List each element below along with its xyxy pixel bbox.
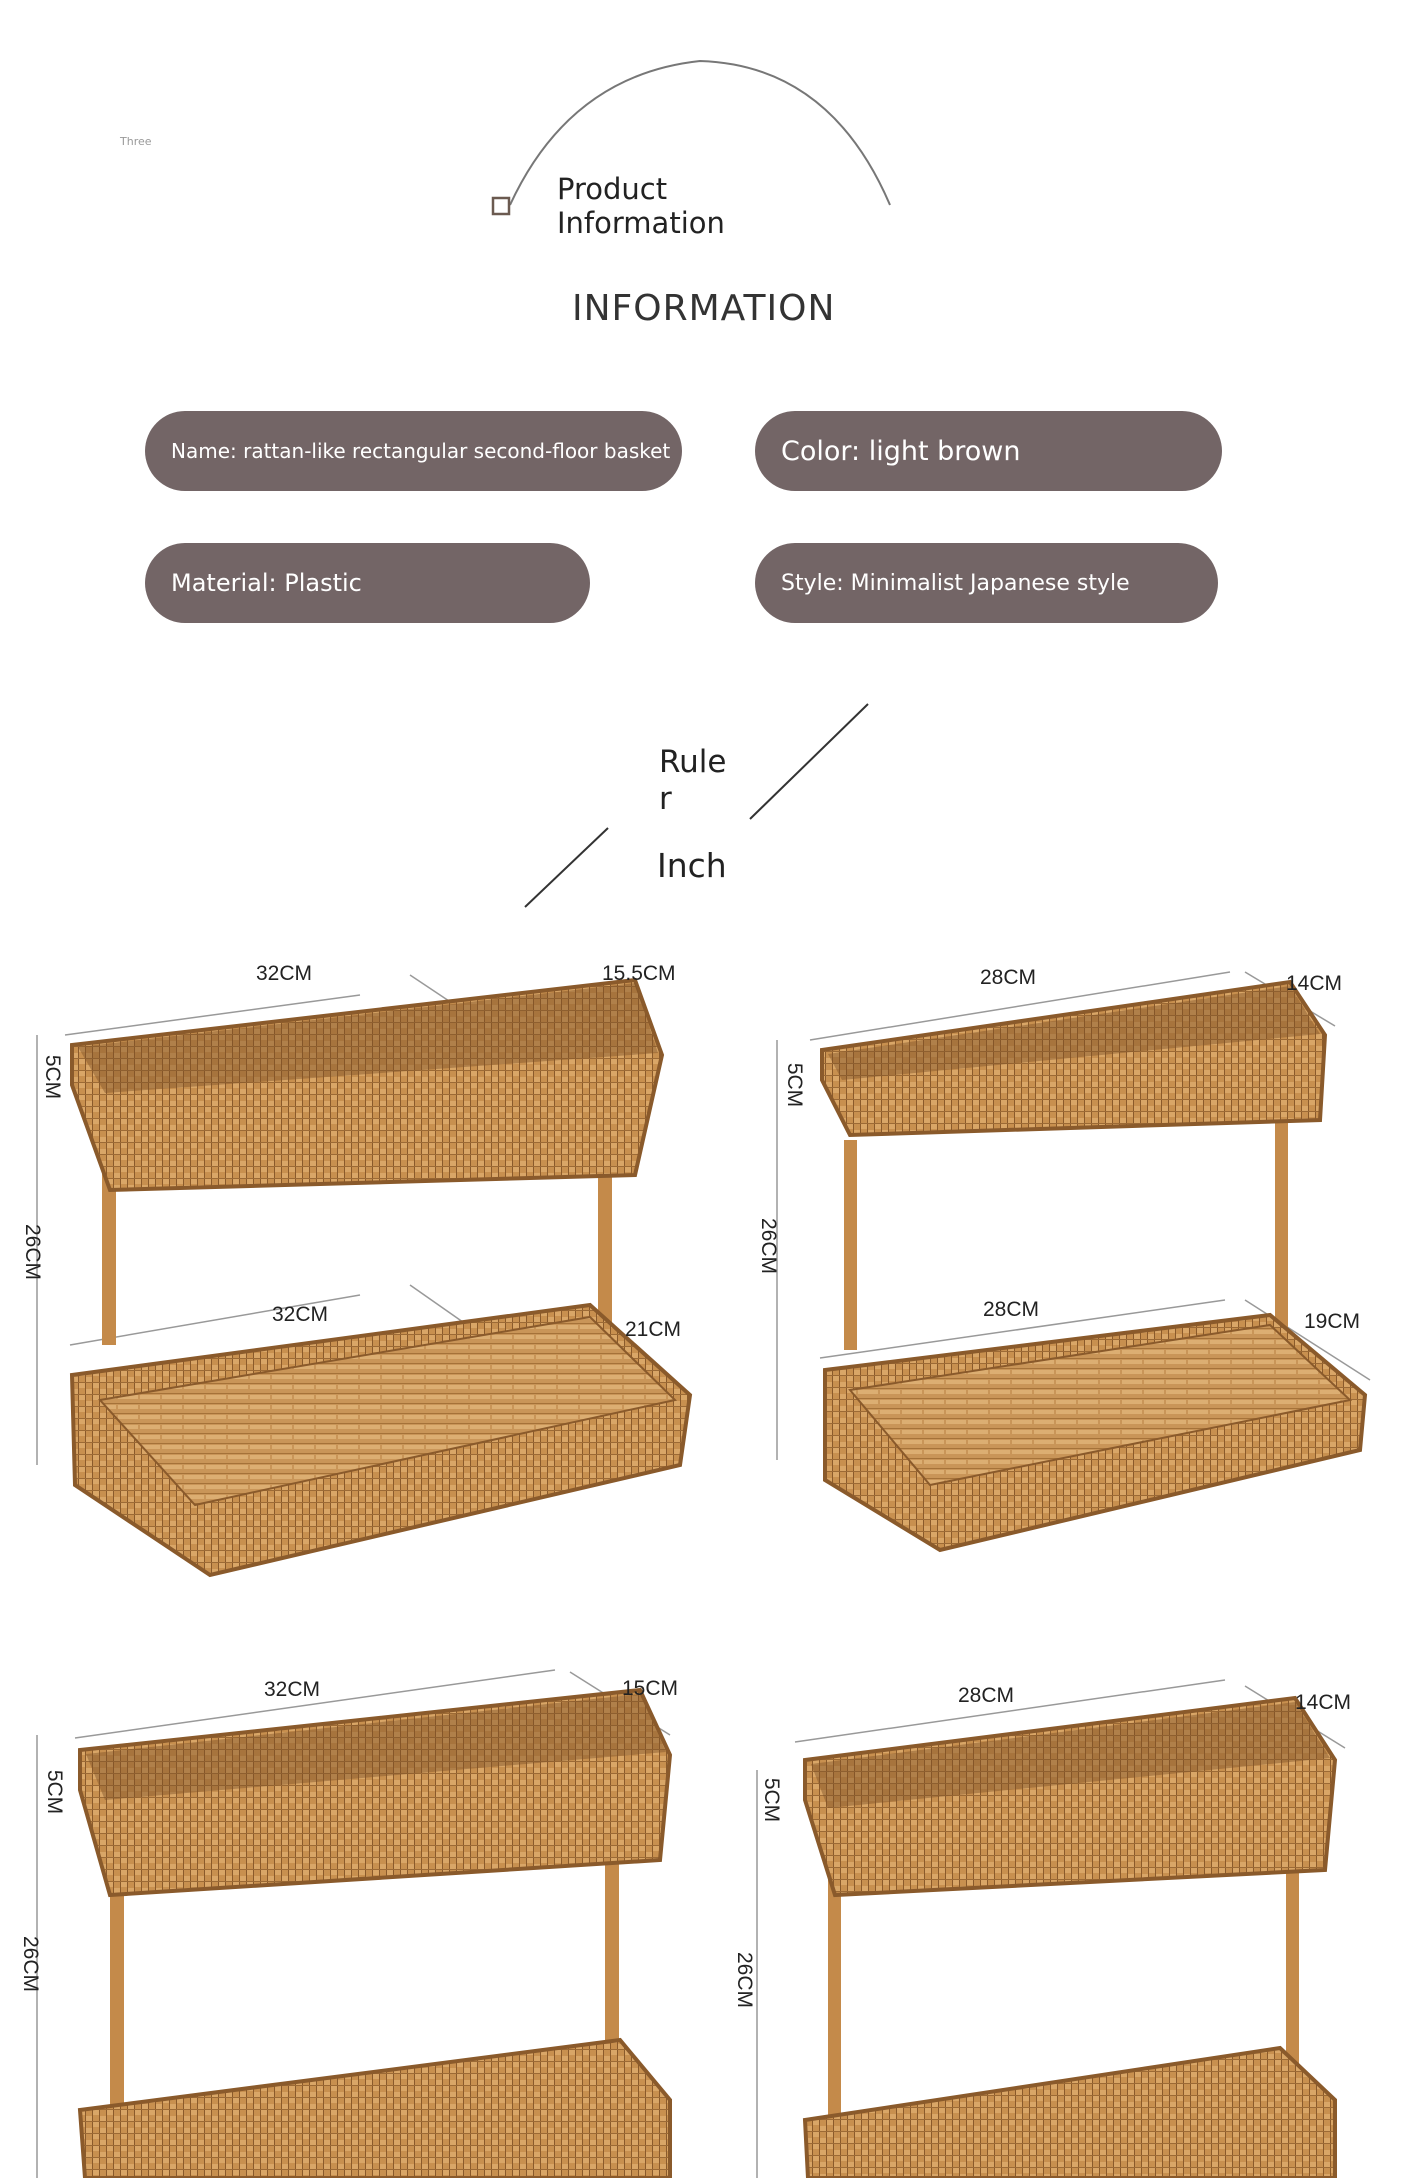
product-2-top-width: 28CM [980,966,1037,989]
info-pill-style-text: Style: Minimalist Japanese style [781,570,1130,596]
product-2-illustration [770,950,1390,1570]
product-4-illustration [750,1670,1400,2178]
product-1-bottom-depth: 21CM [625,1318,682,1341]
product-4-top-height: 5CM [760,1777,784,1823]
product-3-top-height: 5CM [43,1769,67,1815]
product-2-top-depth: 14CM [1286,972,1343,995]
product-1-illustration [30,945,710,1585]
page-subtitle: INFORMATION [572,288,836,329]
product-3-top-width: 32CM [264,1678,321,1701]
info-pill-color-text: Color: light brown [781,435,1021,467]
info-pill-material-text: Material: Plastic [171,569,362,597]
product-3-illustration [30,1660,710,2178]
info-pill-material [145,543,590,623]
info-pill-name-text: Name: rattan-like rectangular second-floor basket [171,439,671,463]
product-1-total-height: 26CM [21,1223,45,1281]
product-4-top-width: 28CM [958,1684,1015,1707]
info-pill-name [145,411,682,491]
info-pill-style [755,543,1218,623]
product-1-bottom-width: 32CM [272,1303,329,1326]
ruler-unit: Inch [657,846,727,885]
product-1-top-height: 5CM [41,1054,65,1100]
square-icon [493,198,509,214]
product-2-bottom-width: 28CM [983,1298,1040,1321]
product-2-bottom-depth: 19CM [1304,1310,1361,1333]
ruler-label-line1: Rule [659,744,727,780]
title-line2: Information [557,206,725,240]
product-4-total-height: 26CM [733,1951,757,2009]
title-line1: Product [557,172,668,206]
product-3-top-depth: 15CM [622,1677,679,1700]
tiny-label: Three [120,135,152,148]
product-2-total-height: 26CM [757,1217,781,1275]
ruler-decoration-lines [520,700,880,920]
product-2-top-height: 5CM [783,1062,807,1108]
info-pill-color [755,411,1222,491]
product-3-total-height: 26CM [19,1935,43,1993]
product-1-top-depth: 15.5CM [602,962,676,985]
product-1-top-width: 32CM [256,962,313,985]
ruler-label-line2: r [659,781,672,817]
product-4-top-depth: 14CM [1295,1691,1352,1714]
